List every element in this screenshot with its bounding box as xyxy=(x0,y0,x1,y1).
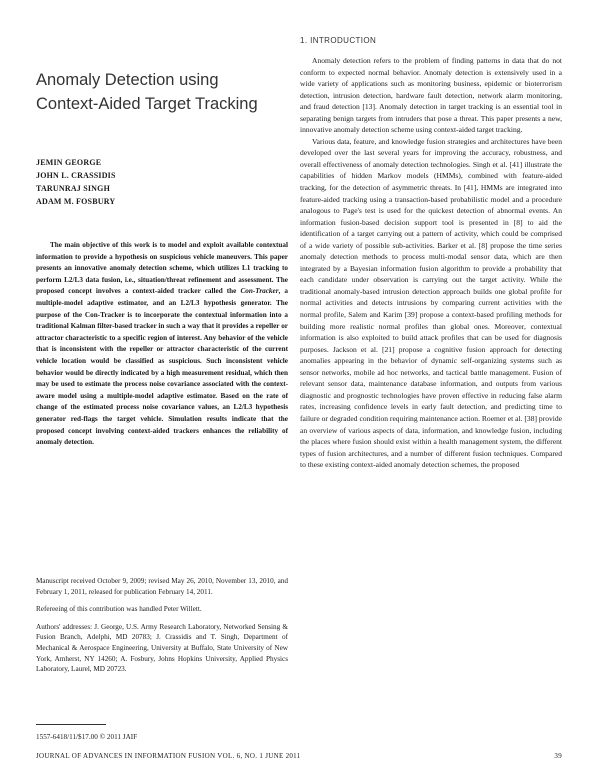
title-line-1: Anomaly Detection using xyxy=(36,71,219,89)
paper-title xyxy=(36,68,296,116)
abstract-text-2: , a multiple-model adaptive estimator, and an L2/L3 hypothesis generator. The purpose of the Con-Tracker is to incorporate the contextual information into a traditional Kalman filter-based tracker in such a way that it provides a repeller or attractor characteristic to a specific region of interest. Any behavior of the vehicle that is inconsistent with the repeller or attractor characteristic of the current vehicle location would be classified as suspicious. Such inconsistent vehicle behavior would be directly indicated by a high measurement residual, which then may be used to estimate the process noise covariance associated with the context-aware model using a multiple-model adaptive estimator. Based on the rate of change of the estimated process noise covariance values, an L2/L3 hypothesis generator red-flags the target vehicle. Simulation results indicate that the proposed concept involving context-aided trackers enhances the reliability of anomaly detection. xyxy=(36,287,288,447)
manuscript-notes xyxy=(36,576,288,682)
section-heading: 1. INTRODUCTION xyxy=(300,36,377,45)
author-addresses: Authors' addresses: J. George, U.S. Army Research Laboratory, Networked Sensing & Fusion Branch, Adelphi, MD 20783; J. Crassidis and T. Singh, Department of Mechanical & Aerospace Engineering, University at Buffalo, State University of New York, Amherst, NY 14260; A. Fosbury, Johns Hopkins University, Applied Physics Laboratory, Laurel, MD 20723. xyxy=(36,622,288,674)
author-name: TARUNRAJ SINGH xyxy=(36,184,110,193)
author-list xyxy=(36,156,286,208)
footnote-divider xyxy=(36,724,106,725)
page-number: 39 xyxy=(554,752,562,760)
journal-info: JOURNAL OF ADVANCES IN INFORMATION FUSION VOL. 6, NO. 1 JUNE 2011 xyxy=(36,752,301,760)
abstract-emphasis: Con-Tracker xyxy=(240,287,279,296)
abstract xyxy=(36,240,288,449)
body-paragraph: Various data, feature, and knowledge fusion strategies and architectures have been developed over the last several years for improving the accuracy, robustness, and overall effectiveness of anomaly detection technologies. Singh et al. [41] illustrate the capabilities of hidden Markov models (HMMs), combined with feature-aided tracking, for the detection of asymmetric threats. In [41], HMMs are integrated into feature-aided tracking using a transaction-based probabilistic model and a procedure analogous to Page's test is used for the quickest detection of abnormal events. An information fusion-based decision support tool is presented in [8] to aid the identification of a target carrying out a pattern of activity, which could be comprised of a wide variety of possible sub-activities. Barker et al. [8] propose the time series anomaly detection methods to process multi-modal sensor data, which are then integrated by a Bayesian information fusion algorithm to provide a probability that each candidate under observation is carrying out the target activity. While the traditional anomaly-based intrusion detection approach builds one global profile for normal activities and detects intrusions by comparing current activities with the normal profile, Salem and Karim [39] propose a context-based profiling methods for building more realistic normal profiles than global ones. Moreover, contextual information is also exploited to build attack profiles that can be used for diagnosis purposes. Jackson et al. [21] propose a cognitive fusion approach for detecting anomalies appearing in the behavior of dynamic self-organizing systems such as sensor networks, mobile ad hoc networks, and tactical battle management. Fusion of relevant sensor data, maintenance database information, and outputs from various diagnostic and prognostic technologies have proven effective in reducing false alarm rates, increasing confidence levels in early fault detection, and predicting time to failure or degraded condition requiring maintenance action. Roemer et al. [38] provide an overview of various aspects of data, information, and knowledge fusion, including the places where fusion should exist within a health management system, the different types of fusion architectures, and a number of different fusion techniques. Compared to these existing context-aided anomaly detection schemes, the proposed xyxy=(300,136,562,470)
author-name: JOHN L. CRASSIDIS xyxy=(36,171,116,180)
copyright-line: 1557-6418/11/$17.00 © 2011 JAIF xyxy=(36,733,138,741)
refereeing-note: Refereeing of this contribution was handled Peter Willett. xyxy=(36,605,202,614)
received-note: Manuscript received October 9, 2009; revised May 26, 2010, November 13, 2010, and February 1, 2011, released for publication February 14, 2011. xyxy=(36,577,288,596)
title-line-2: Context-Aided Target Tracking xyxy=(36,95,258,113)
abstract-text-1: The main objective of this work is to model and exploit available contextual information to provide a hypothesis on suspicious vehicle maneuvers. This paper presents an innovative anomaly detection scheme, which utilizes L1 tracking to perform L2/L3 data fusion, i.e., situation/threat refinement and assessment. The proposed concept involves a context-aided tracker called the xyxy=(36,241,288,296)
author-name: JEMIN GEORGE xyxy=(36,158,102,167)
body-paragraph: Anomaly detection refers to the problem of finding patterns in data that do not conform to expected normal behavior. Anomaly detection is extensively used in a wide variety of applications such as monitoring business, epidemic or bioterrorism detection, intrusion detection, hardware fault detection, network alarm monitoring, and fraud detection [13]. Anomaly detection in target tracking is an essential tool in separating benign targets from intruders that pose a threat. This paper presents a new, innovative anomaly detection scheme using context-aided target tracking. xyxy=(300,56,562,135)
author-name: ADAM M. FOSBURY xyxy=(36,197,116,206)
introduction-body xyxy=(300,55,562,471)
